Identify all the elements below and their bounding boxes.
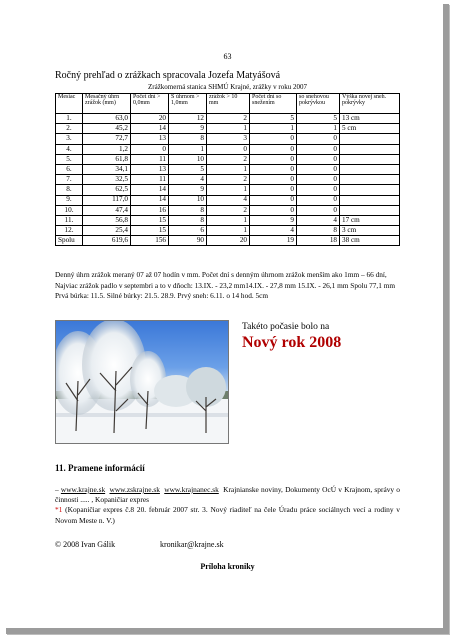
sources-paragraph: – www.krajne.sk www.zskrajne.sk www.krajnanec.sk Krajnianske noviny, Dokumenty OcÚ v Krajnom, správy o činnosti ..... , Kopaničiar expres *1 (Kopaničiar expres č.8 20. február 2007 str. 3. Nový riaditeľ na čele Úradu práce sociálnych vecí a rodiny v Novom Meste n. V.) [55,485,400,525]
winter-landscape-image [56,321,228,443]
cell-snowfall-days: 0 [250,185,297,195]
cell-days-over-1: 1 [169,144,207,154]
cell-total: 56,8 [83,215,131,225]
cell-total: 72,7 [83,134,131,144]
winter-photo [55,320,229,444]
cell-new-snow-depth [340,164,400,174]
cell-month: 10. [56,205,83,215]
cell-new-snow-depth: 5 cm [340,124,400,134]
cell-snow-cover-days: 1 [297,124,340,134]
table-row [56,205,400,215]
cell-days-over-10: 20 [207,236,250,246]
header-month: Mesiac [56,94,83,114]
cell-days-over-10: 2 [207,175,250,185]
table-row [56,144,400,154]
cell-snowfall-days: 9 [250,215,297,225]
page-number: 63 [223,52,232,61]
cell-new-snow-depth: 3 cm [340,226,400,236]
cell-snowfall-days: 1 [250,124,297,134]
table-row [56,154,400,164]
header-snowfall-days: Počet dní so snežením [250,94,297,114]
cell-snow-cover-days: 18 [297,236,340,246]
cell-month: Spolu [56,236,83,246]
cell-days-over-0: 15 [131,215,169,225]
cell-snow-cover-days: 5 [297,114,340,124]
cell-days-over-10: 1 [207,226,250,236]
cell-new-snow-depth [340,205,400,215]
promo-title: Nový rok 2008 [242,334,342,351]
table-row [56,164,400,174]
table-row [56,114,400,124]
footnote-marker: *1 [55,505,63,515]
cell-total: 45,2 [83,124,131,134]
cell-days-over-10: 4 [207,195,250,205]
cell-days-over-1: 8 [169,205,207,215]
link-krajne[interactable]: www.krajne.sk [60,485,106,494]
storm-snow-text: Prvá búrka: 11.5. Silné búrky: 21.5. 28.9. Prvý sneh: 6.11. o 14 hod. 5cm [55,291,269,300]
table-caption: Zrážkomerná stanica SHMÚ Krajné, zrážky v roku 2007 [147,83,307,91]
cell-days-over-0: 14 [131,185,169,195]
table-row [56,185,400,195]
cell-snowfall-days: 4 [250,226,297,236]
cell-snowfall-days: 19 [250,236,297,246]
precipitation-table [55,93,400,246]
cell-month: 8. [56,185,83,195]
cell-days-over-0: 11 [131,175,169,185]
cell-snow-cover-days: 0 [297,144,340,154]
cell-month: 6. [56,164,83,174]
cell-new-snow-depth [340,134,400,144]
page-heading: Ročný prehľad o zrážkach spracovala Jozefa Matyášová [55,70,281,81]
cell-month: 7. [56,175,83,185]
summary-text: Denný úhrn zrážok meraný 07 až 07 hodín v mm. Počet dní s denným úhrnom zrážok menším ako 1mm – 66 dní, Najviac zrážok padlo v septembri a to v dňoch: 13.IX. - 23,2 mm14.IX. - 27,8 mm 15.IX. - 26,1 mm Spolu 77,1 mm [55,270,396,290]
cell-snowfall-days: 0 [250,134,297,144]
cell-days-over-10: 1 [207,215,250,225]
cell-days-over-10: 2 [207,114,250,124]
cell-total: 63,0 [83,114,131,124]
cell-days-over-0: 20 [131,114,169,124]
cell-new-snow-depth: 38 cm [340,236,400,246]
footnote-text: (Kopaničiar expres č.8 20. február 2007 str. 3. Nový riaditeľ na čele Úradu práce sociálnych vecí a rodiny v Novom Meste n. V.) [55,505,400,525]
cell-new-snow-depth [340,195,400,205]
cell-snow-cover-days: 4 [297,215,340,225]
appendix-label: Príloha kroniky [200,562,255,571]
cell-new-snow-depth [340,185,400,195]
contact-email[interactable]: kronikar@krajne.sk [160,540,224,549]
header-snow-cover-days: so snehovou pokrývkou [297,94,340,114]
link-zskrajne[interactable]: www.zskrajne.sk [109,485,160,494]
cell-total: 34,1 [83,164,131,174]
cell-days-over-1: 9 [169,185,207,195]
cell-snowfall-days: 5 [250,114,297,124]
cell-total: 32,5 [83,175,131,185]
cell-days-over-0: 13 [131,134,169,144]
cell-snow-cover-days: 0 [297,195,340,205]
cell-new-snow-depth [340,154,400,164]
cell-days-over-10: 3 [207,134,250,144]
cell-total: 619,6 [83,236,131,246]
header-days-over-0: Počet dní > 0,0mm [131,94,169,114]
sources-section-title: 11. Pramene informácií [55,463,145,473]
cell-days-over-10: 1 [207,185,250,195]
cell-days-over-0: 16 [131,205,169,215]
cell-days-over-1: 6 [169,226,207,236]
cell-days-over-1: 12 [169,114,207,124]
table-row [56,236,400,246]
cell-month: 12. [56,226,83,236]
link-krajnanec[interactable]: www.krajnanec.sk [164,485,219,494]
cell-snow-cover-days: 0 [297,154,340,164]
cell-new-snow-depth [340,175,400,185]
table-row [56,195,400,205]
copyright: © 2008 Ivan Gálik [55,540,116,549]
cell-new-snow-depth: 13 cm [340,114,400,124]
cell-snow-cover-days: 0 [297,185,340,195]
cell-days-over-10: 1 [207,124,250,134]
cell-days-over-1: 8 [169,134,207,144]
table-header-row [56,94,400,114]
cell-snowfall-days: 0 [250,144,297,154]
cell-snow-cover-days: 0 [297,175,340,185]
cell-month: 2. [56,124,83,134]
header-monthly-total: Mesačný úhrn zrážok (mm) [83,94,131,114]
table-row [56,124,400,134]
cell-new-snow-depth: 17 cm [340,215,400,225]
cell-snowfall-days: 0 [250,195,297,205]
table-row [56,175,400,185]
cell-snow-cover-days: 0 [297,134,340,144]
summary-paragraph [55,270,403,302]
cell-month: 1. [56,114,83,124]
cell-total: 62,5 [83,185,131,195]
cell-total: 1,2 [83,144,131,154]
cell-days-over-10: 0 [207,144,250,154]
cell-days-over-0: 156 [131,236,169,246]
cell-days-over-1: 8 [169,215,207,225]
cell-month: 3. [56,134,83,144]
cell-month: 9. [56,195,83,205]
sources-text: Krajnianske noviny, Dokumenty OcÚ v Krajnom, správy o činnosti ..... , Kopaničiar expres [55,485,400,505]
cell-snow-cover-days: 8 [297,226,340,236]
header-days-over-10: zrážok > 10 mm [207,94,250,114]
cell-snowfall-days: 0 [250,154,297,164]
cell-days-over-1: 10 [169,154,207,164]
cell-snowfall-days: 0 [250,175,297,185]
promo-caption: Takéto počasie bolo na [242,322,330,332]
cell-days-over-1: 4 [169,175,207,185]
table-row [56,134,400,144]
cell-total: 47,4 [83,205,131,215]
cell-days-over-1: 10 [169,195,207,205]
cell-days-over-0: 15 [131,226,169,236]
cell-days-over-0: 0 [131,144,169,154]
cell-new-snow-depth [340,144,400,154]
cell-month: 5. [56,154,83,164]
cell-snowfall-days: 0 [250,205,297,215]
cell-total: 61,8 [83,154,131,164]
cell-days-over-1: 90 [169,236,207,246]
cell-days-over-0: 11 [131,154,169,164]
cell-snow-cover-days: 0 [297,164,340,174]
cell-month: 11. [56,215,83,225]
cell-days-over-0: 13 [131,164,169,174]
cell-total: 25,4 [83,226,131,236]
cell-days-over-10: 2 [207,205,250,215]
table-row [56,226,400,236]
cell-total: 117,0 [83,195,131,205]
header-new-snow-depth: Výška novej sneh. pokrývky [340,94,400,114]
cell-days-over-1: 5 [169,164,207,174]
cell-days-over-0: 14 [131,124,169,134]
cell-month: 4. [56,144,83,154]
table-row [56,215,400,225]
header-days-over-1: S úhrnom > 1,0mm [169,94,207,114]
cell-days-over-0: 14 [131,195,169,205]
cell-days-over-10: 2 [207,154,250,164]
cell-days-over-10: 1 [207,164,250,174]
cell-days-over-1: 9 [169,124,207,134]
cell-snow-cover-days: 0 [297,205,340,215]
cell-snowfall-days: 0 [250,164,297,174]
